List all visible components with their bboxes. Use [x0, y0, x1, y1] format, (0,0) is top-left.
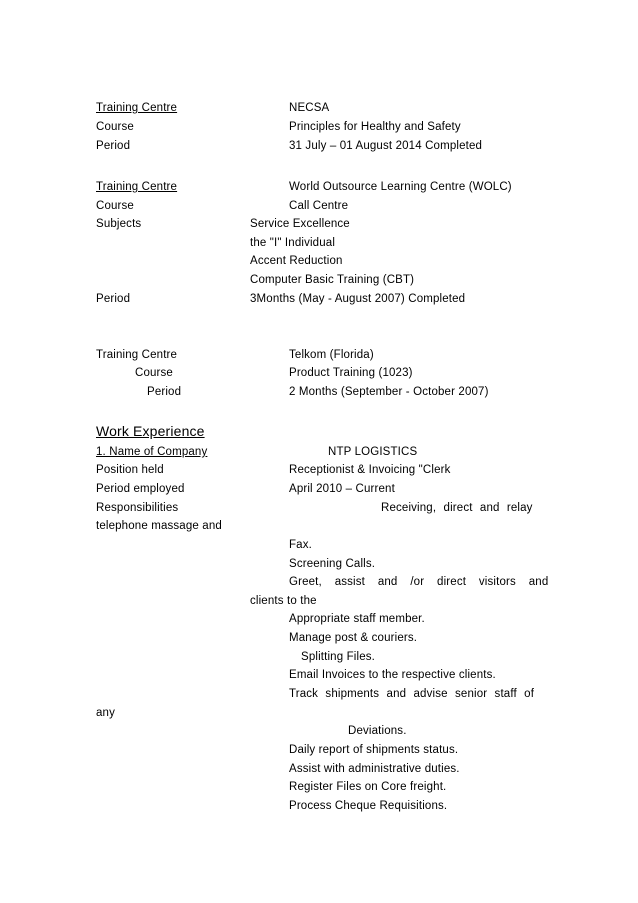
subject-item: Service Excellence: [250, 218, 350, 230]
subject-item: Accent Reduction: [250, 255, 343, 267]
responsibility-line: Screening Calls.: [289, 558, 376, 570]
company-value: NTP LOGISTICS: [328, 446, 418, 458]
period-label: Period: [96, 140, 131, 152]
training-centre-label: Training Centre: [96, 349, 178, 361]
course-label: Course: [135, 367, 173, 379]
subjects-label: Subjects: [96, 218, 142, 230]
responsibility-line: Register Files on Core freight.: [289, 781, 447, 793]
responsibility-line: Process Cheque Requisitions.: [289, 800, 448, 812]
period-value: 2 Months (September - October 2007): [289, 386, 489, 398]
work-experience-heading: Work Experience: [96, 423, 205, 439]
subject-item: Computer Basic Training (CBT): [250, 274, 415, 286]
course-value: Call Centre: [289, 200, 349, 212]
responsibility-line: Appropriate staff member.: [289, 613, 425, 625]
training-centre-value: NECSA: [289, 102, 330, 114]
responsibility-line: Splitting Files.: [301, 651, 375, 663]
subject-item: the "I" Individual: [250, 237, 336, 249]
course-value: Principles for Healthy and Safety: [289, 121, 461, 133]
training-centre-label: Training Centre: [96, 181, 178, 193]
period-label: Period: [147, 386, 182, 398]
training-centre-label: Training Centre: [96, 102, 178, 114]
period-employed-label: Period employed: [96, 483, 185, 495]
responsibility-line: Greet, assist and /or direct visitors and: [289, 576, 549, 588]
period-value: 31 July – 01 August 2014 Completed: [289, 140, 483, 152]
responsibility-line: Receiving, direct and relay: [381, 502, 533, 514]
position-value: Receptionist & Invoicing "Clerk: [289, 464, 451, 476]
responsibility-line: Daily report of shipments status.: [289, 744, 459, 756]
period-value: 3Months (May - August 2007) Completed: [250, 293, 466, 305]
responsibility-line: Manage post & couriers.: [289, 632, 418, 644]
responsibility-line: clients to the: [250, 595, 317, 607]
training-centre-value: Telkom (Florida): [289, 349, 374, 361]
responsibility-line: Fax.: [289, 539, 312, 551]
responsibility-line: telephone massage and: [96, 520, 222, 532]
course-label: Course: [96, 121, 134, 133]
course-label: Course: [96, 200, 134, 212]
course-value: Product Training (1023): [289, 367, 413, 379]
position-label: Position held: [96, 464, 164, 476]
period-label: Period: [96, 293, 131, 305]
responsibility-line: Track shipments and advise senior staff of: [289, 688, 535, 700]
period-employed-value: April 2010 – Current: [289, 483, 395, 495]
responsibility-line: Assist with administrative duties.: [289, 763, 460, 775]
responsibilities-label: Responsibilities: [96, 502, 179, 514]
responsibility-line: any: [96, 707, 115, 719]
responsibility-line: Email Invoices to the respective clients.: [289, 669, 496, 681]
training-centre-value: World Outsource Learning Centre (WOLC): [289, 181, 512, 193]
responsibility-line: Deviations.: [348, 725, 407, 737]
company-label: 1. Name of Company: [96, 446, 208, 458]
